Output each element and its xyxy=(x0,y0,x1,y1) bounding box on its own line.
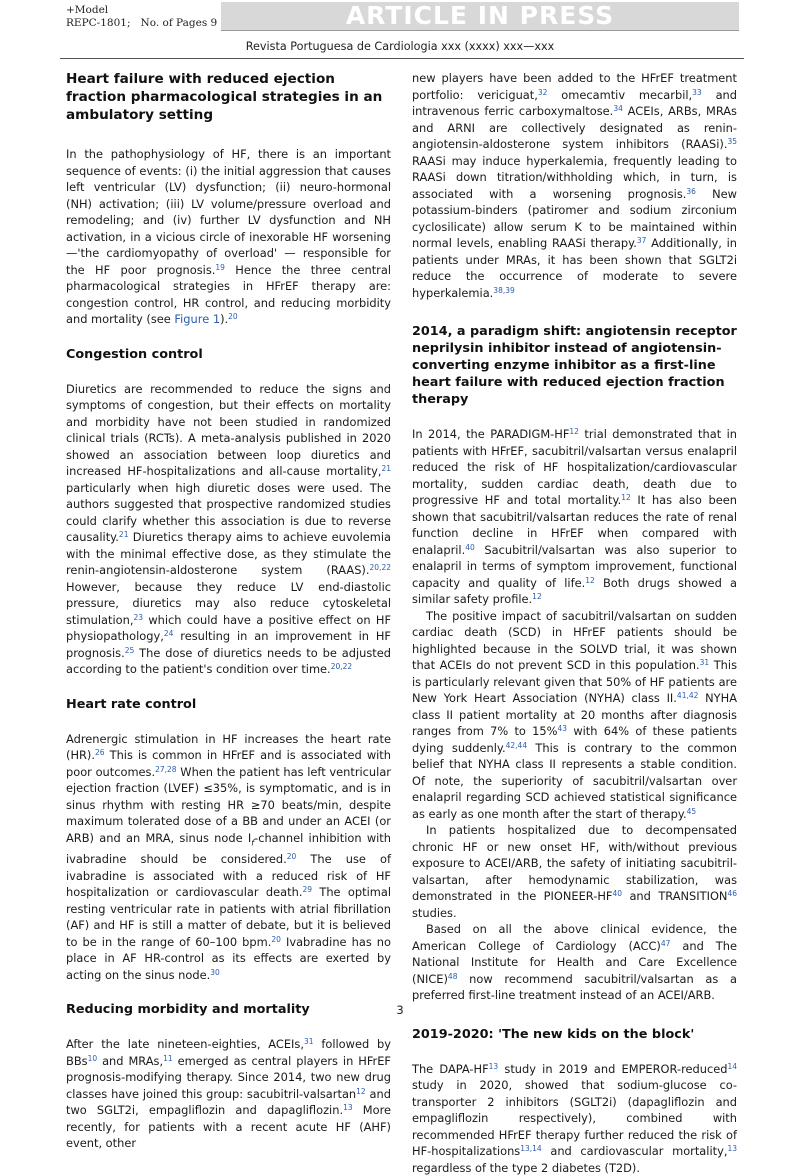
citation-link[interactable]: 12 xyxy=(532,592,542,601)
citation-link[interactable]: 43 xyxy=(558,724,568,733)
citation-link[interactable]: 31 xyxy=(304,1037,314,1046)
citation-link[interactable]: 36 xyxy=(686,187,696,196)
header-rule xyxy=(60,58,744,59)
citation-link[interactable]: 42,44 xyxy=(506,741,527,750)
citation-link[interactable]: 11 xyxy=(163,1054,173,1063)
citation-link[interactable]: 32 xyxy=(538,88,548,97)
citation-link[interactable]: 47 xyxy=(661,939,671,948)
citation-link[interactable]: 33 xyxy=(692,88,702,97)
page-number: 3 xyxy=(0,1003,800,1017)
ref-code: REPC-1801; xyxy=(66,17,130,29)
paradigm-paragraph-1: In 2014, the PARADIGM-HF$^{12}$ trial demonstrated that in patients with HFrEF, sacubitril/valsartan versus enalapril reduced the risk of HF hospitalization/cardiovascular mortality, sudden cardiac death, death due to progressive HF and total mortality.$^{12}$ It has also been shown that sacubitril/valsartan reduces the rate of renal function decline in HFrEF when compared with enalapril.$^{40}$ Sacubitril/valsartan was also superior to enalapril in terms of symptom improvement, functional capacity and quality of life.$^{12}$ Both drugs showed a similar safety profile.$^{12}$ xyxy=(412,426,737,608)
paradigm-paragraph-4: Based on all the above clinical evidence, the American College of Cardiology (ACC)$^{47}$ and The National Institute for Health and Care Excellence (NICE)$^{48}$ now recommend sacubitril/valsartan as a preferred first-line treatment instead of an ACEI/ARB. xyxy=(412,921,737,1004)
citation-link[interactable]: 29 xyxy=(302,885,312,894)
citation-link[interactable]: 31 xyxy=(700,658,710,667)
citation-link[interactable]: 20 xyxy=(287,852,297,861)
citation-link[interactable]: 20 xyxy=(228,312,238,321)
figure-link[interactable]: Figure 1 xyxy=(174,312,220,326)
citation-link[interactable]: 35 xyxy=(727,137,737,146)
heading-congestion-control: Congestion control xyxy=(66,346,391,363)
morbidity-paragraph: After the late nineteen-eighties, ACEIs,$^{31}$ followed by BBs$^{10}$ and MRAs,$^{11}$ emerged as central players in HFrEF prognosis-modifying therapy. Since 2014, two new drug classes have joined this group: sacubitril-valsartan$^{12}$ and two SGLT2i, empagliflozin and dapagliflozin.$^{13}$ More recently, for patients with a recent acute HF (AHF) event, other xyxy=(66,1036,391,1152)
article-in-press-banner xyxy=(221,2,739,31)
heading-reducing-morbidity: Reducing morbidity and mortality xyxy=(66,1001,391,1018)
heading-new-kids: 2019-2020: 'The new kids on the block' xyxy=(412,1026,737,1043)
paradigm-paragraph-3: In patients hospitalized due to decompensated chronic HF or new onset HF, with/without previous exposure to ACEI/ARB, the safety of initiating sacubitril-valsartan, after hemodynamic stabilization, was demonstrated in the PIONEER-HF$^{40}$ and TRANSITION$^{46}$ studies. xyxy=(412,822,737,921)
intro-paragraph: In the pathophysiology of HF, there is an important sequence of events: (i) the initial aggression that causes left ventricular (LV) dysfunction; (ii) neuro-hormonal (NH) activation; (iii) LV volume/pressure overload and remodeling; and (iv) further LV dysfunction and NH activation, in a vicious circle of inexorable HF worsening —'the cardiomyopathy of overload' — responsible for the HF poor prognosis.$^{19}$ Hence the three central pharmacological strategies in HFrEF therapy are: congestion control, HR control, and reducing morbidity and mortality (see Figure 1).$^{20}$ xyxy=(66,146,391,328)
citation-link[interactable]: 14 xyxy=(727,1062,737,1071)
citation-link[interactable]: 46 xyxy=(727,889,737,898)
citation-link[interactable]: 26 xyxy=(95,748,105,757)
banner-text: ARTICLE IN PRESS xyxy=(221,2,739,30)
header-meta xyxy=(66,4,217,30)
citation-link[interactable]: 25 xyxy=(125,646,135,655)
citation-link[interactable]: 41,42 xyxy=(677,691,698,700)
heart-rate-paragraph: Adrenergic stimulation in HF increases the heart rate (HR).$^{26}$ This is common in HFrEF and is associated with poor outcomes.$^{27,28}$ When the patient has left ventricular ejection fraction (LVEF) ≤35%, is symptomatic, and is in sinus rhythm with resting HR ≥70 beats/min, despite maximum tolerated dose of a BB and under an ACEI (or ARB) and an MRA, sinus node $I_f$-channel inhibition with ivabradine should be considered.$^{20}$ The use of ivabradine is associated with a reduced risk of HF hospitalization or cardiovascular death.$^{29}$ The optimal resting ventricular rate in patients with atrial fibrillation (AF) and HF is still a matter of debate, but it is believed to be in the range of 60–100 bpm.$^{20}$ Ivabradine has no place in AF HR-control as its effects are exerted by acting on the sinus node.$^{30}$ xyxy=(66,731,391,984)
citation-link[interactable]: 20 xyxy=(271,935,281,944)
citation-link[interactable]: 30 xyxy=(210,968,220,977)
citation-link[interactable]: 27,28 xyxy=(155,765,176,774)
continuation-paragraph: new players have been added to the HFrEF treatment portfolio: vericiguat,$^{32}$ omecamtiv mecarbil,$^{33}$ and intravenous ferric carboxymaltose.$^{34}$ ACEIs, ARBs, MRAs and ARNI are collectively designated as renin-angiotensin-aldosterone system inhibitors (RAASi).$^{35}$ RAASi may induce hyperkalemia, frequently leading to RAASi down titration/withholding which, in turn, is associated with a worsening prognosis.$^{36}$ New potassium-binders (patiromer and sodium zirconium cyclosilicate) allow serum K to be maintained within normal levels, enabling RAASi therapy.$^{37}$ Additionally, in patients under MRAs, it has been shown that SGLT2i reduce the occurrence of moderate to severe hyperkalemia.$^{38,39}$ xyxy=(412,70,737,301)
ref-line xyxy=(66,17,217,30)
citation-link[interactable]: 13 xyxy=(343,1103,353,1112)
citation-link[interactable]: 34 xyxy=(613,104,623,113)
heading-paradigm-shift: 2014, a paradigm shift: angiotensin receptor neprilysin inhibitor instead of angiotensin-converting enzyme inhibitor as a first-line heart failure with reduced ejection fraction therapy xyxy=(412,323,737,408)
journal-title: Revista Portuguesa de Cardiologia xxx (xxxx) xxx—xxx xyxy=(0,40,800,53)
citation-link[interactable]: 23 xyxy=(133,613,143,622)
congestion-paragraph: Diuretics are recommended to reduce the signs and symptoms of congestion, but their effects on mortality and morbidity have not been studied in randomized clinical trials (RCTs). A meta-analysis published in 2020 showed an association between loop diuretics and increased HF-hospitalizations and all-cause mortality,$^{21}$ particularly when high diuretic doses were used. The authors suggested that prospective randomized studies could clarify whether this association is due to reverse causality.$^{21}$ Diuretics therapy aims to achieve euvolemia with the minimal effective dose, as they stimulate the renin-angiotensin-aldosterone system (RAAS).$^{20,22}$ However, because they reduce LV end-diastolic pressure, diuretics may also reduce cytoskeletal stimulation,$^{23}$ which could have a positive effect on HF physiopathology,$^{24}$ resulting in an improvement in HF prognosis.$^{25}$ The dose of diuretics needs to be adjusted according to the patient's condition over time.$^{20,22}$ xyxy=(66,381,391,678)
citation-link[interactable]: 19 xyxy=(215,263,225,272)
page-count: No. of Pages 9 xyxy=(141,17,218,29)
citation-link[interactable]: 12 xyxy=(585,576,595,585)
citation-link[interactable]: 21 xyxy=(381,464,391,473)
heading-heart-rate-control: Heart rate control xyxy=(66,696,391,713)
citation-link[interactable]: 20,22 xyxy=(331,662,352,671)
citation-link[interactable]: 12 xyxy=(569,427,579,436)
citation-link[interactable]: 21 xyxy=(119,530,129,539)
citation-link[interactable]: 48 xyxy=(448,972,458,981)
new-kids-paragraph: The DAPA-HF$^{13}$ study in 2019 and EMPEROR-reduced$^{14}$ study in 2020, showed that sodium-glucose co-transporter 2 inhibitors (SGLT2i) (dapagliflozin and empagliflozin respectively), combined with recommended HFrEF therapy further reduced the risk of HF-hospitalizations$^{13,14}$ and cardiovascular mortality,$^{13}$ regardless of the type 2 diabetes (T2D). xyxy=(412,1061,737,1176)
citation-link[interactable]: 10 xyxy=(88,1054,98,1063)
model-label: +Model xyxy=(66,4,217,17)
paradigm-paragraph-2: The positive impact of sacubitril/valsartan on sudden cardiac death (SCD) in HFrEF patients should be highlighted because in the SOLVD trial, it was shown that ACEIs do not prevent SCD in this population.$^{31}$ This is particularly relevant given that 50% of HF patients are New York Heart Association (NYHA) class II.$^{41,42}$ NYHA class II patient mortality at 20 months after diagnosis ranges from 7% to 15%$^{43}$ with 64% of these patients dying suddenly.$^{42,44}$ This is contrary to the common belief that NYHA class II represents a stable condition. Of note, the superiority of sacubitril/valsartan over enalapril regarding SCD achieved statistical significance as early as one month after the start of therapy.$^{45}$ xyxy=(412,608,737,823)
citation-link[interactable]: 38,39 xyxy=(493,286,514,295)
citation-link[interactable]: 24 xyxy=(164,629,174,638)
left-column xyxy=(66,70,391,1152)
citation-link[interactable]: 40 xyxy=(465,543,475,552)
citation-link[interactable]: 37 xyxy=(637,236,647,245)
section-title-hfref: Heart failure with reduced ejection fraction pharmacological strategies in an ambulatory setting xyxy=(66,70,391,124)
citation-link[interactable]: 13 xyxy=(727,1144,737,1153)
citation-link[interactable]: 40 xyxy=(612,889,622,898)
citation-link[interactable]: 12 xyxy=(621,493,631,502)
citation-link[interactable]: 12 xyxy=(356,1087,366,1096)
subscript-f: f xyxy=(251,838,254,847)
citation-link[interactable]: 45 xyxy=(687,807,697,816)
citation-link[interactable]: 20,22 xyxy=(370,563,391,572)
citation-link[interactable]: 13 xyxy=(489,1062,499,1071)
citation-link[interactable]: 13,14 xyxy=(520,1144,541,1153)
